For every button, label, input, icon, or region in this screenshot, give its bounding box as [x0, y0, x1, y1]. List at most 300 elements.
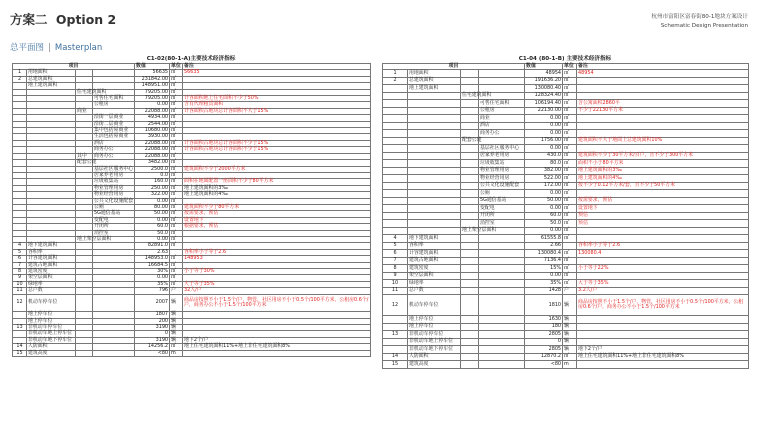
row-unit: ㎡ [170, 96, 183, 102]
row-item: 架空层面积 [27, 275, 76, 281]
row-subitem: 基层社区服务中心 [479, 145, 525, 153]
row-item: 非机动车地上停车位 [408, 338, 461, 346]
row-value: 0.00 [135, 217, 170, 223]
row-value: 48954 [525, 70, 563, 78]
row-unit: 户 [170, 288, 183, 294]
row-group [461, 338, 479, 346]
row-item: 地上建筑面积 [27, 83, 76, 89]
row-index [383, 190, 408, 198]
row-index [383, 323, 408, 331]
row-group [461, 122, 479, 130]
row-value: 172.00 [525, 182, 563, 190]
row-unit: ㎡ [563, 130, 577, 138]
row-value: 82891.0 [135, 243, 170, 249]
row-note: 建筑面积不少于2000平方米 [183, 166, 371, 172]
row-item: 建筑占地面积 [27, 262, 76, 268]
row-unit: ㎡ [170, 275, 183, 281]
row-index: 1 [13, 70, 27, 76]
row-value: 382.00 [525, 167, 563, 175]
row-index: 15 [383, 361, 408, 369]
row-index: 12 [383, 295, 408, 316]
right-panel [382, 56, 748, 369]
row-value: <80 [135, 350, 170, 356]
header-unit: 单位 [563, 64, 577, 70]
row-unit: 辆 [170, 318, 183, 324]
row-subitem: 集中包括屋商业 [93, 128, 135, 134]
row-item [408, 122, 461, 130]
row-subitem: 消控室 [479, 220, 525, 228]
row-value: 2500.0 [135, 166, 170, 172]
table-row [383, 272, 749, 280]
row-note: 按需要求，预估 [577, 197, 749, 205]
row-note: 商品房按照不小于1.5个/户，物管，社区用房不小于0.5个/100平方米，公租房0.6个/户，商务办公不小于1.5个/100平方米 [577, 295, 749, 316]
row-unit: ㎡ [563, 197, 577, 205]
row-value: 3482.00 [135, 160, 170, 166]
row-unit: ㎡ [563, 190, 577, 198]
row-value: 7136.4 [525, 257, 563, 265]
row-item [408, 212, 461, 220]
table-row [383, 235, 749, 243]
table-row [383, 182, 749, 190]
header-unit: 单位 [171, 63, 181, 69]
row-index [383, 122, 408, 130]
row-index [383, 160, 408, 168]
row-note [577, 92, 749, 100]
row-unit: ㎡ [170, 344, 183, 350]
row-value: 130080.40 [525, 85, 563, 93]
row-subitem [479, 250, 525, 258]
row-item: 容积率 [408, 242, 461, 250]
row-subitem: 开闭所 [479, 212, 525, 220]
row-unit: ㎡ [563, 85, 577, 93]
row-item: 计容建筑面积 [408, 250, 461, 258]
row-unit: ㎡ [170, 83, 183, 89]
section-title-cn: 总平面图 [10, 43, 45, 53]
row-item [408, 182, 461, 190]
row-note: 按需要求，预估 [183, 211, 371, 217]
row-value: 3930.00 [135, 134, 170, 140]
row-group [461, 265, 479, 273]
row-group [461, 145, 479, 153]
row-item [408, 107, 461, 115]
row-index: 7 [383, 257, 408, 265]
row-subitem: 物业经营用房 [93, 192, 135, 198]
table-row [383, 167, 749, 175]
row-note: 地上建筑面积的3‰ [183, 185, 371, 191]
row-item: 地上停车位 [408, 316, 461, 324]
row-index [383, 100, 408, 108]
row-group [461, 272, 479, 280]
row-index [383, 107, 408, 115]
row-note: 计容面积占地块总计容面积不少于15% [183, 147, 371, 153]
row-subitem: 公厕 [479, 190, 525, 198]
row-value: 60.0 [525, 212, 563, 220]
row-item: 用地面积 [408, 70, 461, 78]
row-value: 22088.00 [135, 147, 170, 153]
row-item [408, 197, 461, 205]
row-subitem [479, 280, 525, 288]
row-unit: ㎡ [170, 153, 183, 159]
table-row [13, 294, 371, 312]
row-item [408, 115, 461, 123]
row-note: 计容面积占地块总计容面积不大于15% [183, 108, 371, 114]
row-unit: 辆 [563, 323, 577, 331]
row-item: 机动车停车位 [408, 295, 461, 316]
row-value: 50.0 [135, 230, 170, 236]
row-subitem [479, 137, 525, 145]
row-value: 2544.00 [135, 121, 170, 127]
row-subitem: 可售住宅面积 [93, 96, 135, 102]
row-value: 231842.00 [135, 76, 170, 82]
row-unit: ㎡ [563, 182, 577, 190]
row-index: 4 [383, 235, 408, 243]
row-unit: ㎡ [563, 353, 577, 361]
row-item: 容积率 [27, 249, 76, 255]
row-index [383, 92, 408, 100]
row-unit: ㎡ [170, 204, 183, 210]
table-row [383, 287, 749, 295]
row-index: 14 [383, 353, 408, 361]
row-group [461, 175, 479, 183]
row-group [461, 353, 479, 361]
row-value: 0.00 [135, 198, 170, 204]
row-note: 3.2人/户 [577, 287, 749, 295]
row-item: 非机动车地下停车位 [27, 337, 76, 343]
row-value: 22088.00 [135, 108, 170, 114]
row-unit: ㎡ [170, 89, 183, 95]
row-item: 建筑占地面积 [408, 257, 461, 265]
row-index [383, 145, 408, 153]
row-unit: ㎡ [563, 265, 577, 273]
row-value: 522.00 [525, 175, 563, 183]
row-value: 30% [135, 269, 170, 275]
row-subitem: 商务办公 [479, 130, 525, 138]
row-subitem [479, 77, 525, 85]
row-subitem [479, 257, 525, 265]
row-group [461, 77, 479, 85]
row-value: 2.66 [525, 242, 563, 250]
row-subitem: 5G通信基站 [93, 211, 135, 217]
row-unit: ㎡ [170, 256, 183, 262]
row-note: 小于等于30% [183, 269, 371, 275]
row-index [383, 205, 408, 213]
row-unit: m [563, 361, 577, 369]
row-index [383, 167, 408, 175]
row-group [461, 250, 479, 258]
row-note: 预估 [577, 220, 749, 228]
row-index [383, 212, 408, 220]
row-subitem: 可售住宅面积 [479, 100, 525, 108]
row-note [577, 122, 749, 130]
table-row [383, 107, 749, 115]
row-note: 130080.4 [577, 250, 749, 258]
row-index: 5 [383, 242, 408, 250]
row-index: 9 [13, 275, 27, 281]
row-value: 22088.00 [135, 153, 170, 159]
row-note: 计容面积占地块总计容面积不少于15% [183, 140, 371, 146]
right-table-title: C1-04 (80-1-B) 主要技术经济指标 [518, 56, 612, 62]
row-unit: ㎡ [563, 160, 577, 168]
row-unit: ㎡ [170, 121, 183, 127]
row-unit: ㎡ [170, 166, 183, 172]
row-value: 130080.4 [525, 250, 563, 258]
row-unit: ㎡ [170, 224, 183, 230]
row-item [408, 130, 461, 138]
row-group [461, 197, 479, 205]
row-subitem: 垃圾收集站 [93, 179, 135, 185]
row-note: 大于等于35% [183, 281, 371, 287]
row-item: 非机动车地下停车位 [408, 346, 461, 354]
row-unit: ㎡ [563, 235, 577, 243]
row-index [383, 137, 408, 145]
row-note: 含有代理租赁面积 [183, 102, 371, 108]
row-group [461, 280, 479, 288]
left-panel [12, 56, 370, 357]
row-item: 非机动车停车位 [408, 331, 461, 339]
row-value: 1428 [525, 287, 563, 295]
row-group [461, 242, 479, 250]
row-index: 4 [13, 243, 27, 249]
row-subitem: 基层社区服务中心 [94, 165, 134, 172]
table-row [383, 212, 749, 220]
row-note: 面积在地面配置一座面积不少于80平方米 [183, 179, 371, 185]
table-row [383, 295, 749, 316]
row-item [408, 227, 461, 235]
row-note [577, 331, 749, 339]
row-unit: ㎡ [170, 115, 183, 121]
row-value: 50.00 [525, 197, 563, 205]
row-subitem: 公租房 [479, 107, 525, 115]
row-index: 9 [383, 272, 408, 280]
row-value: 250.00 [135, 185, 170, 191]
row-item: 地上停车位 [27, 318, 76, 324]
row-unit: ㎡ [170, 217, 183, 223]
page-title [10, 10, 116, 28]
row-value: 35% [525, 280, 563, 288]
row-item: 人防面积 [27, 344, 76, 350]
row-unit: 辆 [563, 295, 577, 316]
row-subitem: 商业 [479, 115, 525, 123]
row-unit: m [170, 350, 183, 356]
row-note: 32人/户 [183, 288, 371, 294]
row-subitem [93, 294, 135, 312]
row-note: 地上住宅建筑面积11%+地上非住宅建筑面积8% [577, 353, 749, 361]
row-value: <80 [525, 361, 563, 369]
row-item [408, 92, 461, 100]
row-unit: ㎡ [563, 145, 577, 153]
row-value: 15% [525, 265, 563, 273]
row-note: 计容面积地上住宅面积不少于50% [183, 96, 371, 102]
row-subitem [479, 272, 525, 280]
row-index: 8 [13, 269, 27, 275]
row-value: 60.0 [135, 224, 170, 230]
project-subtitle: Schematic Design Presentation [660, 23, 748, 29]
row-subitem [479, 346, 525, 354]
row-note: 地上建筑面积的3‰ [577, 167, 749, 175]
row-group [461, 316, 479, 324]
row-note: 56635 [183, 70, 371, 76]
row-item: 绿地率 [27, 281, 76, 287]
row-group: 地上架空层面积 [462, 227, 497, 234]
row-value: 1756.00 [525, 137, 563, 145]
row-unit: 户 [563, 287, 577, 295]
row-unit: ㎡ [170, 198, 183, 204]
row-unit: ㎡ [170, 230, 183, 236]
row-value: 61555.8 [525, 235, 563, 243]
row-note: 商品房按照不小于1.5个/户，物管，社区用房不小于0.5个/100平方米，公租房0.6个/户，商务办公不小于1.5个/100平方米 [183, 294, 371, 312]
row-value: 796 [135, 288, 170, 294]
row-index [383, 130, 408, 138]
row-index [383, 220, 408, 228]
row-unit: ㎡ [170, 108, 183, 114]
row-value: 128324.40 [525, 92, 563, 100]
row-unit: ㎡ [563, 77, 577, 85]
row-unit: 辆 [170, 312, 183, 318]
row-index: 6 [383, 250, 408, 258]
row-group [461, 346, 479, 354]
row-note: 不少于22130平方米 [577, 107, 749, 115]
row-value: 0.00 [135, 102, 170, 108]
row-index: 12 [13, 294, 27, 312]
row-item: 总建筑面积 [27, 76, 76, 82]
row-subitem [479, 331, 525, 339]
row-subitem [479, 316, 525, 324]
table-row [383, 77, 749, 85]
table-row [383, 242, 749, 250]
row-unit: ㎡ [563, 220, 577, 228]
row-item: 机动车停车位 [27, 294, 76, 312]
row-group [461, 235, 479, 243]
row-unit: ㎡ [170, 269, 183, 275]
row-value: 80.0 [525, 160, 563, 168]
row-unit: ㎡ [563, 115, 577, 123]
row-value: 22130.00 [525, 107, 563, 115]
row-value: 2007 [135, 294, 170, 312]
row-unit: ㎡ [563, 70, 577, 78]
row-note [577, 338, 749, 346]
row-index [383, 346, 408, 354]
row-subitem: 变配电 [479, 205, 525, 213]
row-item [408, 137, 461, 145]
row-value: 50.0 [525, 220, 563, 228]
row-item [408, 220, 461, 228]
row-note: 小于等于22% [577, 265, 749, 273]
row-unit: ㎡ [563, 250, 577, 258]
row-subitem: 商务办公 [93, 153, 135, 159]
row-group: 地上架空层面积 [77, 235, 112, 242]
row-index: 6 [13, 256, 27, 262]
row-unit: ㎡ [170, 236, 183, 242]
row-item: 总建筑面积 [408, 77, 461, 85]
table-row [383, 323, 749, 331]
row-unit: ㎡ [563, 257, 577, 265]
row-value: 14256.2 [135, 344, 170, 350]
row-subitem [479, 242, 525, 250]
row-unit: ㎡ [563, 122, 577, 130]
row-value: 0.00 [525, 272, 563, 280]
row-subitem [479, 361, 525, 369]
row-group [461, 182, 479, 190]
row-index: 10 [383, 280, 408, 288]
row-item: 总户数 [408, 287, 461, 295]
row-index [383, 182, 408, 190]
row-value: 0 [525, 338, 563, 346]
row-note [577, 257, 749, 265]
row-note [577, 227, 749, 235]
row-value: 0.00 [525, 122, 563, 130]
row-subitem: 垃圾收集站 [479, 160, 525, 168]
row-unit: ㎡ [170, 128, 183, 134]
row-index: 13 [13, 324, 27, 330]
row-group [76, 350, 93, 356]
section-title-en: Masterplan [54, 43, 103, 53]
row-item: 地上建筑面积 [408, 85, 461, 93]
row-unit: ㎡ [170, 102, 183, 108]
row-value: 106194.40 [525, 100, 563, 108]
row-value: 16684.5 [135, 262, 170, 268]
row-unit: ㎡ [170, 70, 183, 76]
row-unit: ㎡ [563, 92, 577, 100]
row-note: 148953 [183, 256, 371, 262]
row-unit: ㎡ [170, 134, 183, 140]
row-value: 56635 [135, 70, 170, 76]
row-subitem: 变配电 [93, 217, 135, 223]
row-value: 322.00 [135, 192, 170, 198]
row-item: 总户数 [27, 288, 76, 294]
row-item: 建筑密度 [27, 269, 76, 275]
row-subitem: 物业管理用房 [479, 167, 525, 175]
row-value: 3190 [135, 324, 170, 330]
left-tech-table [12, 63, 371, 357]
row-note [577, 272, 749, 280]
row-value: 0.00 [135, 236, 170, 242]
row-unit: ㎡ [170, 262, 183, 268]
row-value: 22088.00 [135, 140, 170, 146]
row-group [461, 205, 479, 213]
row-value: 0 [135, 331, 170, 337]
table-row [383, 257, 749, 265]
row-group [461, 323, 479, 331]
section-title: 总平面图 | Masterplan [10, 43, 103, 53]
row-item [408, 145, 461, 153]
row-unit: ㎡ [170, 140, 183, 146]
header-item: 项目 [13, 64, 135, 70]
table-row [383, 152, 749, 160]
row-item: 非机动车地上停车位 [27, 331, 76, 337]
table-row [383, 227, 749, 235]
row-subitem: 公租房 [93, 102, 135, 108]
row-unit: ㎡ [170, 76, 183, 82]
row-value: 0.00 [525, 205, 563, 213]
row-unit: ㎡ [563, 152, 577, 160]
row-note: 48954 [577, 70, 749, 78]
row-unit: ㎡ [563, 100, 577, 108]
row-note: 建筑面积不少于30平方米/百户，且不少于300平方米 [577, 152, 749, 160]
row-value: 79205.00 [135, 96, 170, 102]
row-value: 4934.00 [135, 115, 170, 121]
row-index: 14 [13, 344, 27, 350]
row-subitem: 开闭所 [93, 224, 135, 230]
row-group [461, 100, 479, 108]
row-unit: ㎡ [563, 212, 577, 220]
row-value: 0.00 [525, 145, 563, 153]
row-subitem: 物业管理用房 [93, 185, 135, 191]
header-value: 数值 [525, 64, 563, 70]
row-subitem: 消控室 [93, 230, 135, 236]
row-value: 2805 [525, 346, 563, 354]
header-value: 数值 [135, 64, 170, 70]
row-value: 3190 [135, 337, 170, 343]
